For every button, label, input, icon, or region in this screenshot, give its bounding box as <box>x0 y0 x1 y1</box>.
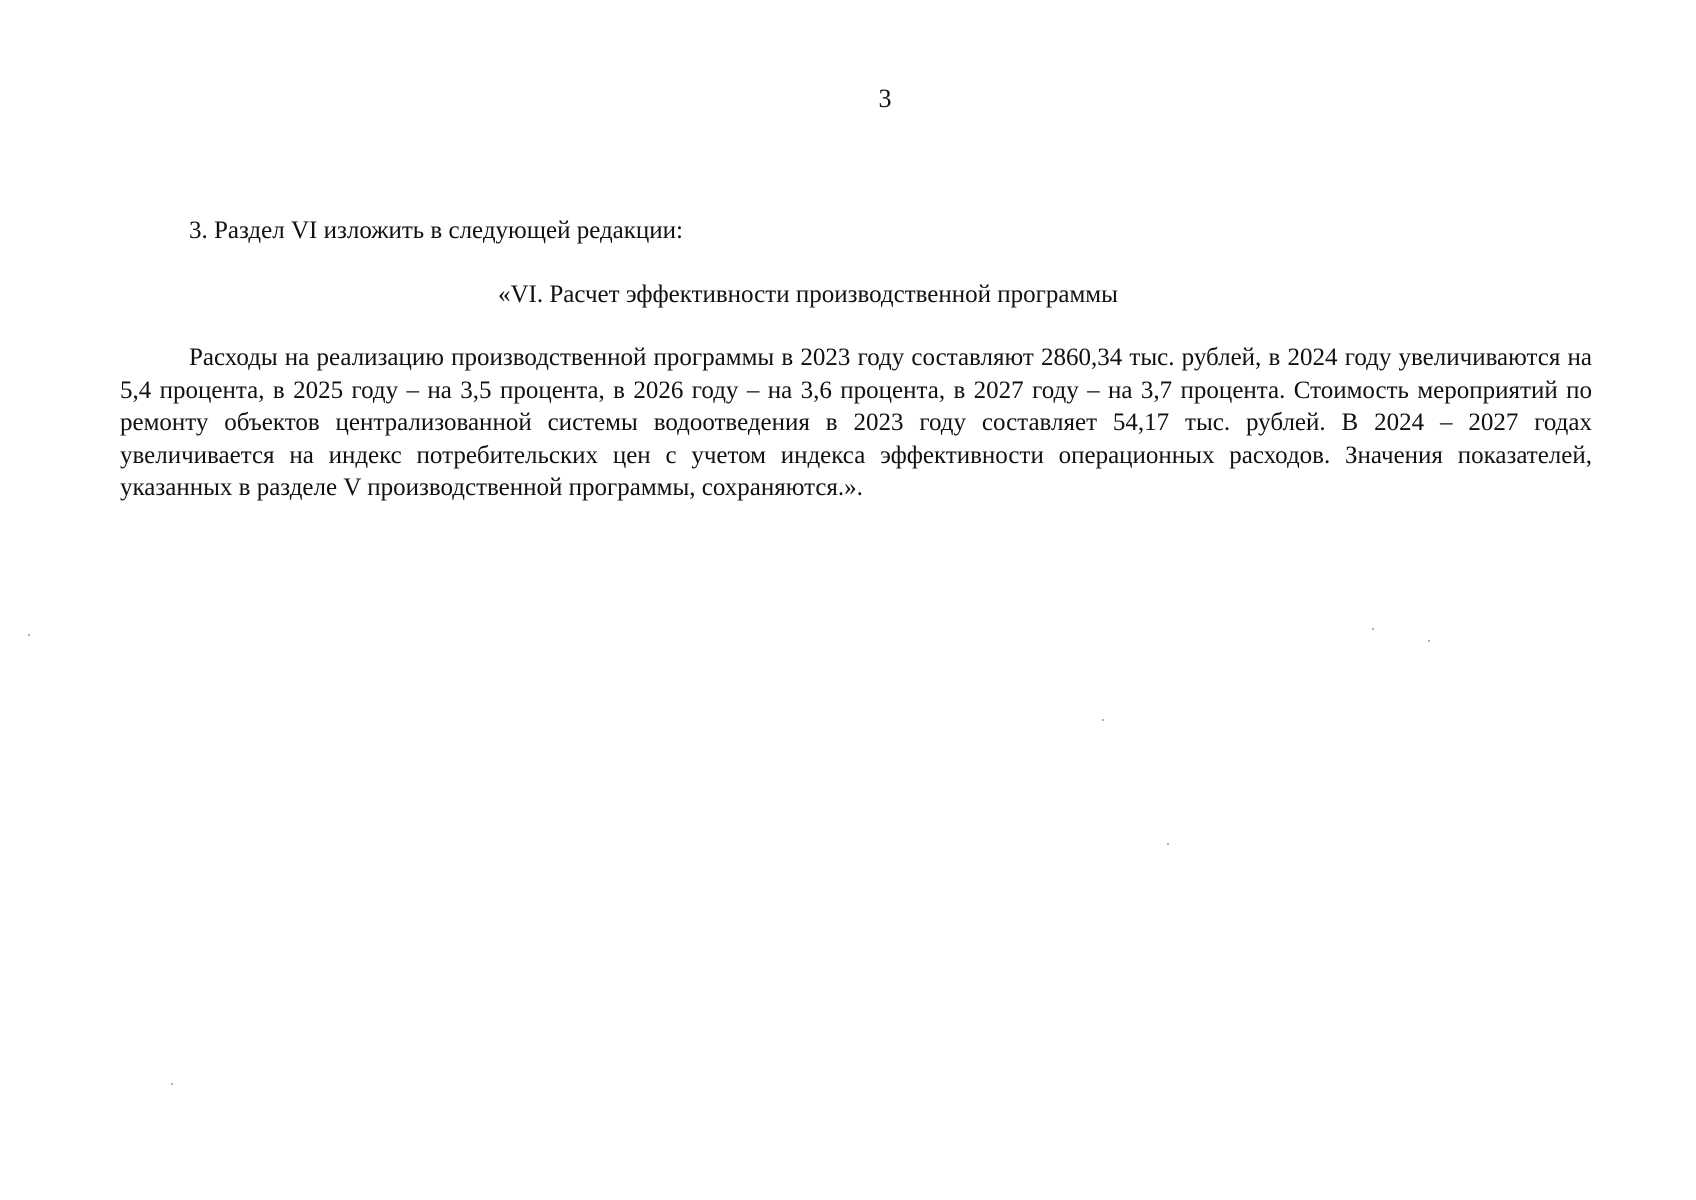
scan-speck <box>1428 640 1430 642</box>
section-title: «VI. Расчет эффективности производственной программы <box>498 281 1118 308</box>
amendment-instruction: 3. Раздел VI изложить в следующей редакции: <box>189 217 684 244</box>
page-number: 3 <box>878 84 892 113</box>
scan-speck <box>1372 628 1374 630</box>
scan-speck <box>1167 843 1169 845</box>
scan-speck <box>28 634 30 636</box>
body-paragraph: Расходы на реализацию производственной программы в 2023 году составляют 2860,34 тыс. рублей, в 2024 году увеличиваются на 5,4 процента, в 2025 году – на 3,5 процента, в 2026 году – на 3,6 процента, в 2027 году – на 3,7 процента. Стоимость мероприятий по ремонту объектов централизованной системы водоотведения в 2023 году составляет 54,17 тыс. рублей. В 2024 – 2027 годах увеличивается на индекс потребительских цен с учетом индекса эффективности операционных расходов. Значения показателей, указанных в разделе V производственной программы, сохраняются.». <box>120 344 1592 502</box>
scan-speck <box>1102 719 1104 721</box>
scan-speck <box>171 1083 173 1085</box>
